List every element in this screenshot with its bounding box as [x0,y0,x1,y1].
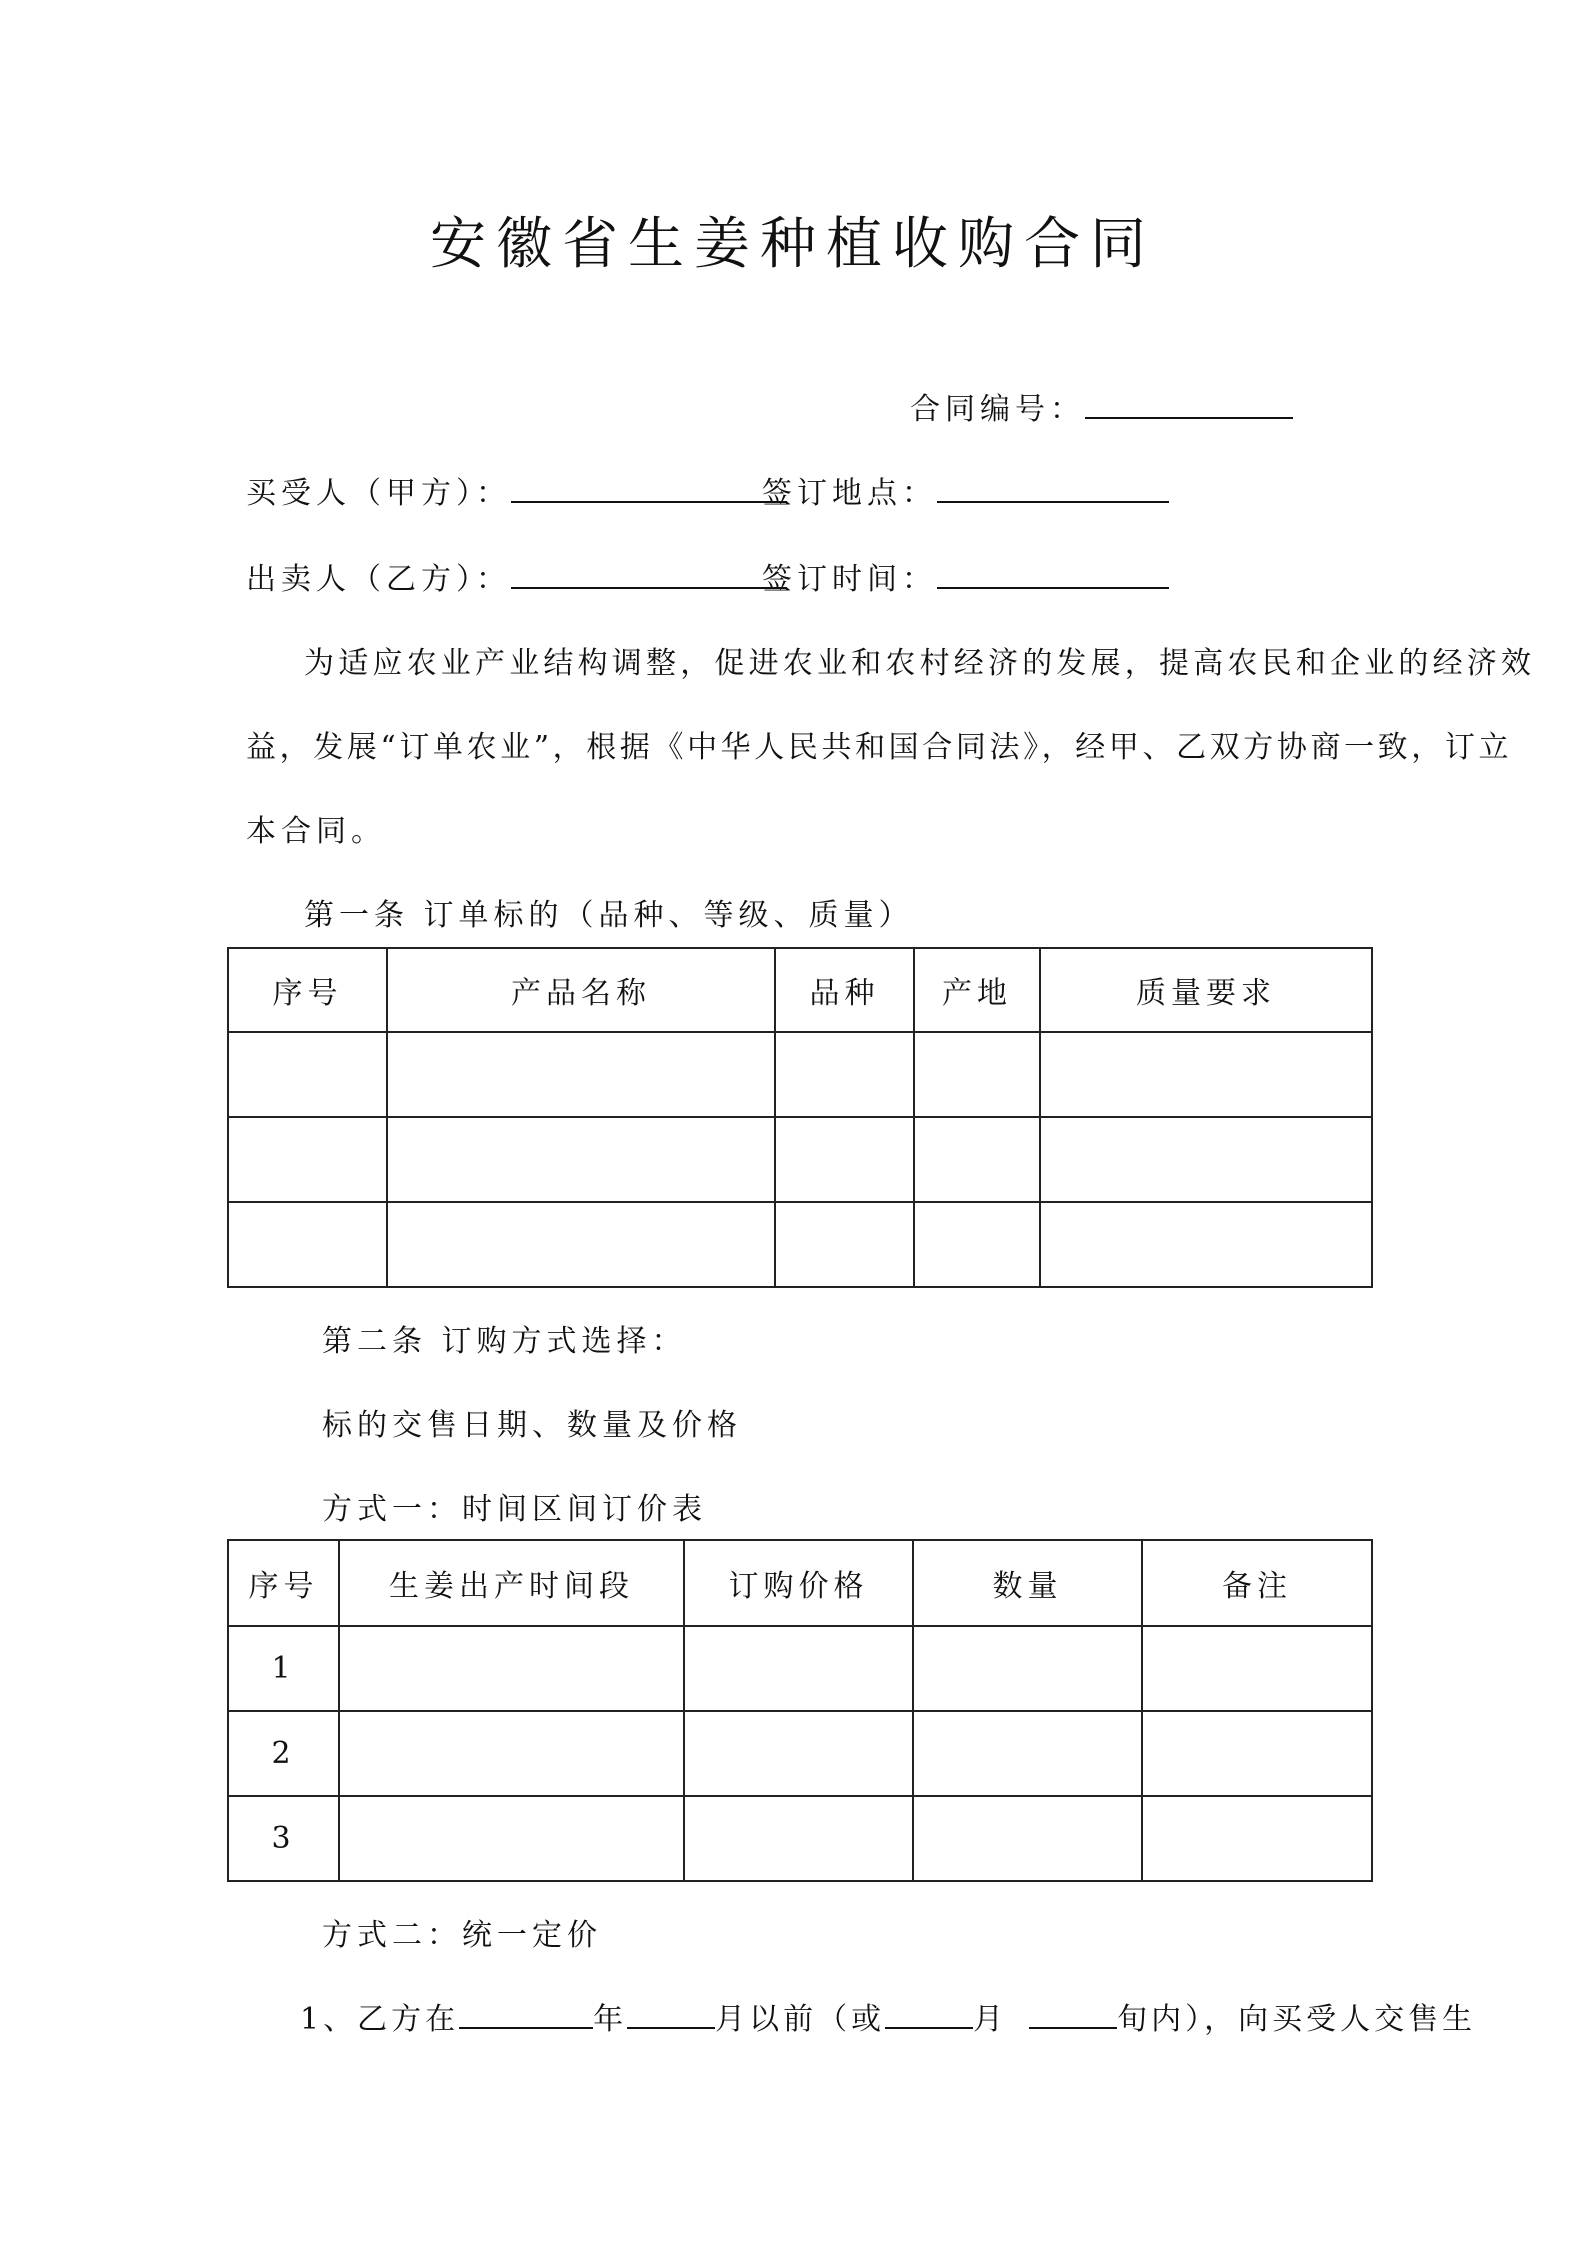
column-header: 订购价格 [684,1540,913,1626]
table-cell[interactable] [913,1626,1142,1711]
article-2-heading: 第二条 订购方式选择： [322,1324,687,1359]
table-header-row [228,948,1372,1032]
seller-blank[interactable] [511,557,787,589]
table-cell[interactable] [387,1117,775,1202]
column-header: 产地 [914,948,1040,1032]
buyer-label: 买受人（甲方）： [246,476,511,511]
table-cell[interactable] [684,1796,913,1881]
table-cell[interactable] [1040,1117,1372,1202]
table-cell[interactable] [1142,1711,1372,1796]
seller-label: 出卖人（乙方）： [246,562,511,597]
buyer-blank[interactable] [511,471,787,503]
table-cell[interactable] [684,1711,913,1796]
sign-place-blank[interactable] [937,471,1169,503]
sign-time-blank[interactable] [937,557,1169,589]
document-title: 安徽省生姜种植收购合同 [430,212,1156,277]
table-cell[interactable] [387,1032,775,1117]
clause-prefix: 1、乙方在 [300,2002,460,2037]
intro-line-2: 益，发展“订单农业”，根据《中华人民共和国合同法》，经甲、乙双方协商一致，订立 [246,730,1513,765]
sign-time-label: 签订时间： [762,562,937,597]
table-cell[interactable] [228,1032,387,1117]
table-cell[interactable] [914,1117,1040,1202]
month-label: 月 [973,2002,1008,2037]
month-before-label: 月以前（或 [715,2002,886,2037]
ten-day-label: 旬内），向买受人交售生 [1117,2002,1477,2037]
contract-number-row [910,384,1293,428]
year-blank[interactable] [459,1997,593,2029]
table-cell[interactable] [913,1796,1142,1881]
method-2-label: 方式二：统一定价 [322,1918,602,1953]
table-cell[interactable] [339,1626,684,1711]
table-cell[interactable] [228,1117,387,1202]
contract-number-label: 合同编号： [910,392,1085,427]
table-cell[interactable] [775,1202,914,1287]
table-row [228,1626,1372,1711]
article-2-subheading: 标的交售日期、数量及价格 [322,1408,742,1443]
sign-place-label: 签订地点： [762,476,937,511]
table-cell[interactable] [228,1202,387,1287]
column-header: 品种 [775,948,914,1032]
column-header: 序号 [228,948,387,1032]
table-cell[interactable] [775,1032,914,1117]
month-blank[interactable] [627,1997,715,2029]
alt-month-blank[interactable] [885,1997,973,2029]
column-header: 备注 [1142,1540,1372,1626]
row-number-cell: 3 [228,1796,339,1881]
table-row [228,1711,1372,1796]
sign-place-row [762,468,1169,512]
column-header: 产品名称 [387,948,775,1032]
table-cell[interactable] [913,1711,1142,1796]
table-cell[interactable] [339,1796,684,1881]
table-cell[interactable] [914,1202,1040,1287]
ten-day-blank[interactable] [1029,1997,1117,2029]
table-row [228,1032,1372,1117]
contract-number-blank[interactable] [1085,387,1293,419]
row-number-cell: 1 [228,1626,339,1711]
year-label: 年 [593,2002,628,2037]
table-cell[interactable] [684,1626,913,1711]
buyer-row [246,468,787,512]
article-1-heading: 第一条 订单标的（品种、等级、质量） [304,898,914,933]
table-row [228,1202,1372,1287]
method-1-table [227,1539,1373,1882]
seller-row [246,554,787,598]
table-header-row [228,1540,1372,1626]
table-cell[interactable] [339,1711,684,1796]
intro-line-1: 为适应农业产业结构调整，促进农业和农村经济的发展，提高农民和企业的经济效 [304,646,1536,681]
table-cell[interactable] [1142,1796,1372,1881]
table-cell[interactable] [1040,1032,1372,1117]
column-header: 数量 [913,1540,1142,1626]
table-cell[interactable] [775,1117,914,1202]
method-2-clause-1 [300,1994,1476,2038]
table-row [228,1117,1372,1202]
table-cell[interactable] [914,1032,1040,1117]
table-cell[interactable] [387,1202,775,1287]
table-row [228,1796,1372,1881]
table-cell[interactable] [1142,1626,1372,1711]
column-header: 生姜出产时间段 [339,1540,684,1626]
article-1-table [227,947,1373,1288]
method-1-label: 方式一：时间区间订价表 [322,1492,707,1527]
sign-time-row [762,554,1169,598]
intro-line-3: 本合同。 [246,814,386,849]
row-number-cell: 2 [228,1711,339,1796]
column-header: 序号 [228,1540,339,1626]
table-cell[interactable] [1040,1202,1372,1287]
column-header: 质量要求 [1040,948,1372,1032]
